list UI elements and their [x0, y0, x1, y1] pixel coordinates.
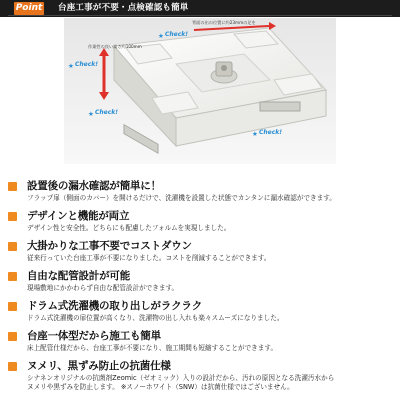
- bullet-icon: [8, 302, 17, 311]
- bullet-icon: [8, 332, 17, 341]
- svg-text:★: ★: [158, 32, 164, 40]
- svg-text:★: ★: [88, 110, 94, 118]
- feature-desc: ドラム式洗濯機の扉位置が高くなり、洗濯物の出し入れも楽々スムーズになりました。: [27, 314, 284, 322]
- feature-desc: シナネンオリジナルの抗菌剤Zeomic（ゼオミック）入りの設計だから、汚れの原因となる洗濯汚水から: [27, 374, 335, 382]
- feature-title: 設置後の漏水確認が簡単に！: [27, 180, 161, 192]
- check-label-top: Check!: [165, 31, 189, 38]
- bullet-icon: [8, 272, 17, 281]
- product-photo: [64, 18, 336, 164]
- feature-desc: フラップ扉（側面のカバー）を開けるだけで、洗濯機を設置した状態でカンタンに漏水確認ができます。: [27, 194, 336, 202]
- feature-title: 大掛かりな工事不要でコストダウン: [27, 240, 192, 252]
- point-badge: Point: [15, 3, 43, 13]
- svg-text:★: ★: [68, 62, 74, 70]
- feature-title: ドラム式洗濯機の取り出しがラクラク: [27, 300, 202, 312]
- callout-left: 作業性の良い高さ約100mm: [88, 44, 142, 49]
- bullet-icon: [8, 212, 17, 221]
- header-divider: [8, 15, 392, 16]
- check-label-bottom-right: Check!: [259, 129, 283, 136]
- feature-title: 台座一体型だから施工も簡単: [27, 330, 161, 342]
- svg-text:★: ★: [252, 130, 258, 138]
- header-title: 台座工事が不要・点検確認も簡単: [58, 3, 189, 13]
- feature-title: 自由な配管設計が可能: [27, 270, 130, 282]
- feature-desc: 現場敷地にかかわらず自由な配管設計ができます。: [27, 284, 179, 292]
- bullet-icon: [8, 242, 17, 251]
- feature-desc: ヌメリや黒ずみを防止します。 ※スノーホワイト（SNW）は抗菌仕様ではございません。: [27, 383, 294, 391]
- callout-top: 背面の出の位置に約23mmの足を: [192, 20, 256, 25]
- feature-title: ヌメリ、黒ずみ防止の抗菌仕様: [27, 360, 171, 372]
- feature-desc: デザイン性と安全性。どちらにも配慮したフォルムを実現しました。: [27, 224, 231, 232]
- feature-desc: 従来行っていた台座工事が不要になりました。コストを削減することができます。: [27, 254, 271, 262]
- feature-title: デザインと機能が両立: [27, 210, 130, 222]
- bullet-icon: [8, 362, 17, 371]
- header-bar: [0, 0, 400, 17]
- check-label-left: Check!: [75, 61, 99, 68]
- washing-pan-illustration: [64, 18, 336, 164]
- check-label-bottom-left: Check!: [95, 109, 119, 116]
- feature-desc: 床上配管仕様だから、台座工事が不要になり、施工期間も短縮することができます。: [27, 344, 278, 352]
- bullet-icon: [8, 182, 17, 191]
